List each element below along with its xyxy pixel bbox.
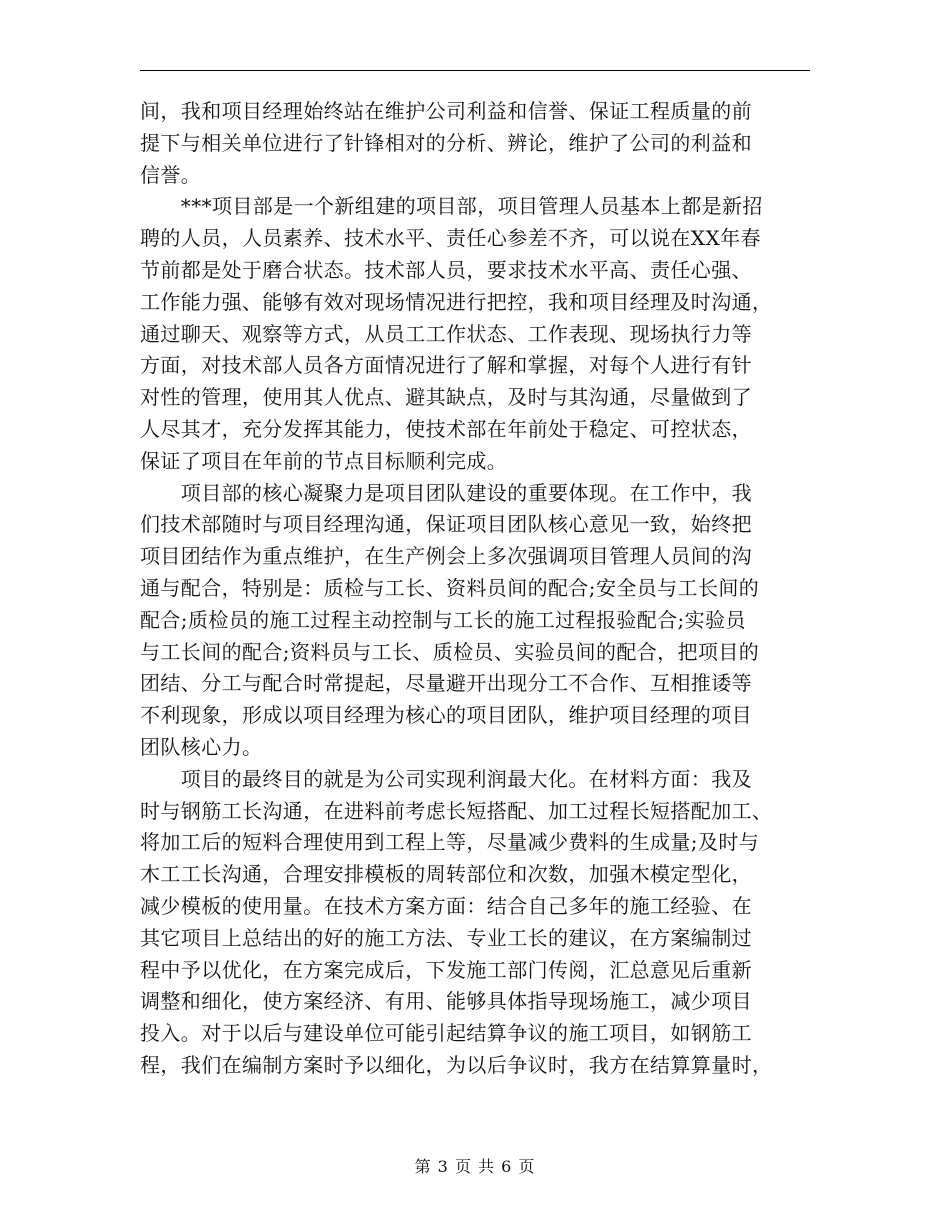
text-line: 其它项目上总结出的好的施工方法、专业工长的建议，在方案编制过 [140,925,752,950]
text-line: ***项目部是一个新组建的项目部，项目管理人员基本上都是新招 [140,194,763,219]
text-line: 节前都是处于磨合状态。技术部人员，要求技术水平高、责任心强、 [140,257,752,282]
text-line: 减少模板的使用量。在技术方案方面：结合自己多年的施工经验、在 [140,893,752,918]
text-line: 团队核心力。 [140,734,263,759]
page-footer: 第 3 页 共 6 页 [414,1157,536,1176]
text-line: 程，我们在编制方案时予以细化，为以后争议时，我方在结算算量时， [140,1052,773,1077]
text-line: 们技术部随时与项目经理沟通，保证项目团队核心意见一致，始终把 [140,512,752,537]
text-line: 人尽其才，充分发挥其能力，使技术部在年前处于稳定、可控状态， [140,416,752,441]
paragraph [140,191,814,477]
text-line: 配合;质检员的施工过程主动控制与工长的施工过程报验配合;实验员 [140,607,746,632]
text-line: 项目团结作为重点维护，在生产例会上多次强调项目管理人员间的沟 [140,544,752,569]
text-line: 工作能力强、能够有效对现场情况进行把控，我和项目经理及时沟通， [140,289,773,314]
text-line: 对性的管理，使用其人优点、避其缺点，及时与其沟通，尽量做到了 [140,385,752,410]
text-line: 间，我和项目经理始终站在维护公司利益和信誉、保证工程质量的前 [140,99,752,123]
text-line: 通与配合，特别是：质检与工长、资料员间的配合;安全员与工长间的 [140,575,760,600]
text-line: 将加工后的短料合理使用到工程上等，尽量减少费料的生成量;及时与 [140,830,760,855]
paragraph [140,96,814,191]
document-body [140,96,814,1082]
text-line: 木工工长沟通，合理安排模板的周转部位和次数，加强木模定型化， [140,862,752,887]
text-line: 提下与相关单位进行了针锋相对的分析、辨论，维护了公司的利益和 [140,130,752,155]
text-line: 时与钢筋工长沟通，在进料前考虑长短搭配、加工过程长短搭配加工、 [140,798,773,823]
text-line: 保证了项目在年前的节点目标顺利完成。 [140,448,508,473]
text-line: 不利现象，形成以项目经理为核心的项目团队，维护项目经理的项目 [140,703,752,728]
text-line: 程中予以优化，在方案完成后，下发施工部门传阅，汇总意见后重新 [140,957,752,982]
text-line: 调整和细化，使方案经济、有用、能够具体指导现场施工，减少项目 [140,989,752,1014]
text-line: 信誉。 [140,162,202,187]
text-line: 团结、分工与配合时常提起，尽量避开出现分工不合作、互相推诿等 [140,671,752,696]
text-line: 投入。对于以后与建设单位可能引起结算争议的施工项目，如钢筋工 [140,1021,752,1046]
paragraph [140,478,814,764]
text-line: 与工长间的配合;资料员与工长、质检员、实验员间的配合，把项目的 [140,639,760,664]
text-line: 项目部的核心凝聚力是项目团队建设的重要体现。在工作中，我 [140,480,752,505]
paragraph [140,764,814,1082]
header-rule [140,70,810,71]
text-line: 项目的最终目的就是为公司实现利润最大化。在材料方面：我及 [140,766,752,791]
text-line: 方面，对技术部人员各方面情况进行了解和掌握，对每个人进行有针 [140,353,752,378]
text-line: 聘的人员，人员素养、技术水平、责任心参差不齐，可以说在XX年春 [140,226,761,251]
text-line: 通过聊天、观察等方式，从员工工作状态、工作表现、现场执行力等 [140,321,752,346]
